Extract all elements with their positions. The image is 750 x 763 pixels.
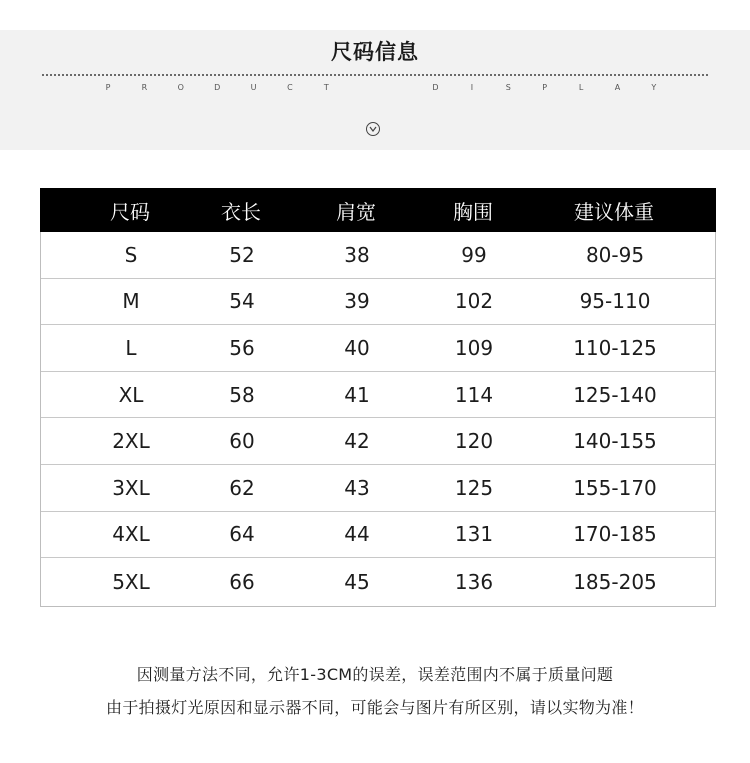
table-row (41, 325, 715, 372)
cell-weight: 110-125 (573, 335, 657, 360)
cell-shoulder: 42 (344, 429, 370, 454)
cell-shoulder: 44 (344, 522, 370, 547)
cell-length: 56 (229, 335, 255, 360)
subtitle-letter: Y (651, 83, 657, 92)
table-row (41, 372, 715, 419)
cell-weight: 185-205 (573, 569, 657, 594)
table-header-row (40, 188, 716, 232)
cell-weight: 80-95 (585, 242, 645, 267)
subtitle-letter: D (432, 83, 439, 92)
cell-size: L (125, 335, 137, 360)
cell-weight: 155-170 (573, 475, 657, 500)
cell-size: 4XL (112, 522, 150, 547)
note-display: 由于拍摄灯光原因和显示器不同，可能会与图片有所区别，请以实物为准！ (106, 698, 644, 717)
table-row (41, 232, 715, 279)
cell-size: S (124, 242, 138, 267)
table-row (41, 279, 715, 326)
cell-shoulder: 39 (344, 289, 370, 314)
subtitle-letter (395, 83, 403, 92)
subtitle-letter: L (578, 83, 584, 92)
dotted-divider (42, 74, 708, 76)
cell-length: 52 (229, 242, 255, 267)
subtitle-letter: P (105, 83, 111, 92)
cell-size: 3XL (112, 475, 150, 500)
cell-weight: 170-185 (573, 522, 657, 547)
cell-chest: 131 (454, 522, 494, 547)
cell-chest: 109 (454, 335, 494, 360)
subtitle-letter: T (323, 83, 329, 92)
cell-length: 54 (229, 289, 255, 314)
table-row (41, 465, 715, 512)
cell-shoulder: 41 (344, 382, 370, 407)
size-chart-table (40, 188, 716, 607)
subtitle-letter: U (250, 83, 257, 92)
cell-size: 2XL (112, 429, 150, 454)
chevron-down-icon (366, 122, 380, 136)
header-weight: 建议体重 (574, 199, 654, 224)
header-shoulder: 肩宽 (336, 199, 376, 224)
subtitle-letter: A (614, 83, 621, 92)
cell-size: XL (118, 382, 144, 407)
cell-weight: 140-155 (573, 429, 657, 454)
table-row (41, 558, 715, 606)
cell-length: 66 (229, 569, 255, 594)
cell-chest: 120 (454, 429, 494, 454)
cell-size: M (122, 289, 140, 314)
cell-weight: 95-110 (579, 289, 651, 314)
cell-chest: 136 (454, 569, 494, 594)
cell-chest: 125 (454, 475, 494, 500)
cell-chest: 102 (454, 289, 494, 314)
subtitle-letter: C (287, 83, 293, 92)
header-chest: 胸围 (453, 199, 493, 224)
cell-length: 62 (229, 475, 255, 500)
cell-length: 64 (229, 522, 255, 547)
subtitle-letter: P (542, 83, 548, 92)
header-length: 衣长 (221, 199, 261, 224)
page-title: 尺码信息 (331, 40, 419, 64)
cell-weight: 125-140 (573, 382, 657, 407)
cell-chest: 114 (454, 382, 494, 407)
cell-size: 5XL (112, 569, 150, 594)
subtitle-letter: D (214, 83, 221, 92)
cell-chest: 99 (461, 242, 487, 267)
table-row (41, 418, 715, 465)
subtitle-letter: S (505, 83, 511, 92)
cell-length: 58 (229, 382, 255, 407)
table-row (41, 512, 715, 559)
header-banner (0, 30, 750, 150)
subtitle-letter (359, 83, 367, 92)
cell-shoulder: 38 (344, 242, 370, 267)
cell-shoulder: 43 (344, 475, 370, 500)
header-size: 尺码 (110, 199, 150, 224)
cell-shoulder: 45 (344, 569, 370, 594)
subtitle-letter: R (141, 83, 148, 92)
cell-length: 60 (229, 429, 255, 454)
product-display-subtitle (104, 83, 658, 92)
subtitle-letter: I (470, 83, 474, 92)
cell-shoulder: 40 (344, 335, 370, 360)
note-measurement: 因测量方法不同，允许1-3CM的误差，误差范围内不属于质量问题 (136, 665, 614, 684)
subtitle-letter: O (177, 83, 184, 92)
